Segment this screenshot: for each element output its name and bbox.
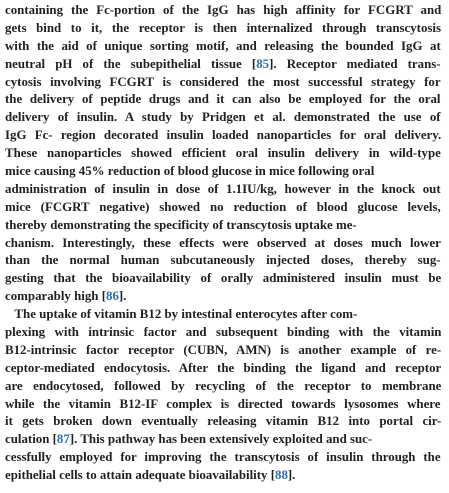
line-text: ]. Receptor mediated trans- <box>269 56 441 71</box>
text-line: The uptake of vitamin B12 by intestinal enterocytes after com- <box>5 307 358 322</box>
text-line: with the aid of unique sorting motif, and releasing the bounded IgG at <box>5 38 441 53</box>
text-line: plexing with intrinsic factor and subsequent binding with the vitamin <box>5 325 442 339</box>
text-line <box>5 56 441 74</box>
text-line: while the vitamin B12-IF complex is directed towards lysosomes where <box>5 396 441 411</box>
line-text: epithelial cells to attain adequate bioavailability [ <box>5 468 275 483</box>
text-line <box>5 431 372 449</box>
line-text: comparably high [ <box>5 289 106 304</box>
text-line: chanism. Interestingly, these effects were observed at doses much lower <box>5 235 441 250</box>
text-line: IgG Fc- region decorated insulin loaded nanoparticles for oral delivery. <box>5 128 442 143</box>
line-text: culation [ <box>5 432 57 447</box>
citation-link[interactable]: 85 <box>256 56 270 71</box>
citation-link[interactable]: 86 <box>106 289 119 304</box>
text-line: thereby demonstrating the specificity of transcytosis uptake me- <box>5 217 357 232</box>
citation-link[interactable]: 87 <box>56 432 70 447</box>
text-line: cytosis involving FCGRT is considered the most successful strategy for <box>5 74 441 89</box>
text-line: administration of insulin in dose of 1.1IU/kg, however in the knock out <box>5 181 441 196</box>
line-text: neutral pH of the subepithelial tissue [ <box>5 56 257 71</box>
text-line <box>5 467 295 485</box>
text-line: ceptor-mediated endocytosis. After the binding the ligand and receptor <box>5 360 442 375</box>
text-line: gesting that the bioavailability of orally administered insulin must be <box>5 271 442 286</box>
text-line: gets bind to it, the receptor is then internalized through transcytosis <box>5 20 442 35</box>
line-text: ]. This pathway has been extensively exploited and suc- <box>69 432 373 447</box>
text-line: delivery of insulin. A study by Pridgen et al. demonstrated the use of <box>5 110 441 125</box>
text-line: than the normal human subcutaneously injected doses, thereby sug- <box>5 253 441 268</box>
text-line: mice causing 45% reduction of blood glucose in mice following oral <box>5 164 375 178</box>
text-line: the delivery of peptide drugs and it can also be employed for the oral <box>5 92 441 107</box>
text-line: containing the Fc-portion of the IgG has high affinity for FCGRT and <box>5 3 442 17</box>
line-text: ]. <box>118 289 127 304</box>
text-line: These nanoparticles showed efficient oral insulin delivery in wild-type <box>5 146 441 161</box>
citation-link[interactable]: 88 <box>275 468 288 483</box>
text-line: cessfully employed for improving the transcytosis of insulin through the <box>5 450 441 465</box>
line-text: ]. <box>287 468 296 483</box>
text-line: are endocytosed, followed by recycling of the receptor to membrane <box>5 378 442 393</box>
text-line <box>5 288 126 306</box>
text-line: B12-intrinsic factor receptor (CUBN, AMN) is another example of re- <box>5 342 442 357</box>
text-line: mice (FCGRT negative) showed no reduction of blood glucose levels, <box>5 199 441 214</box>
text-line: it gets broken down eventually releasing vitamin B12 into portal cir- <box>5 414 442 429</box>
